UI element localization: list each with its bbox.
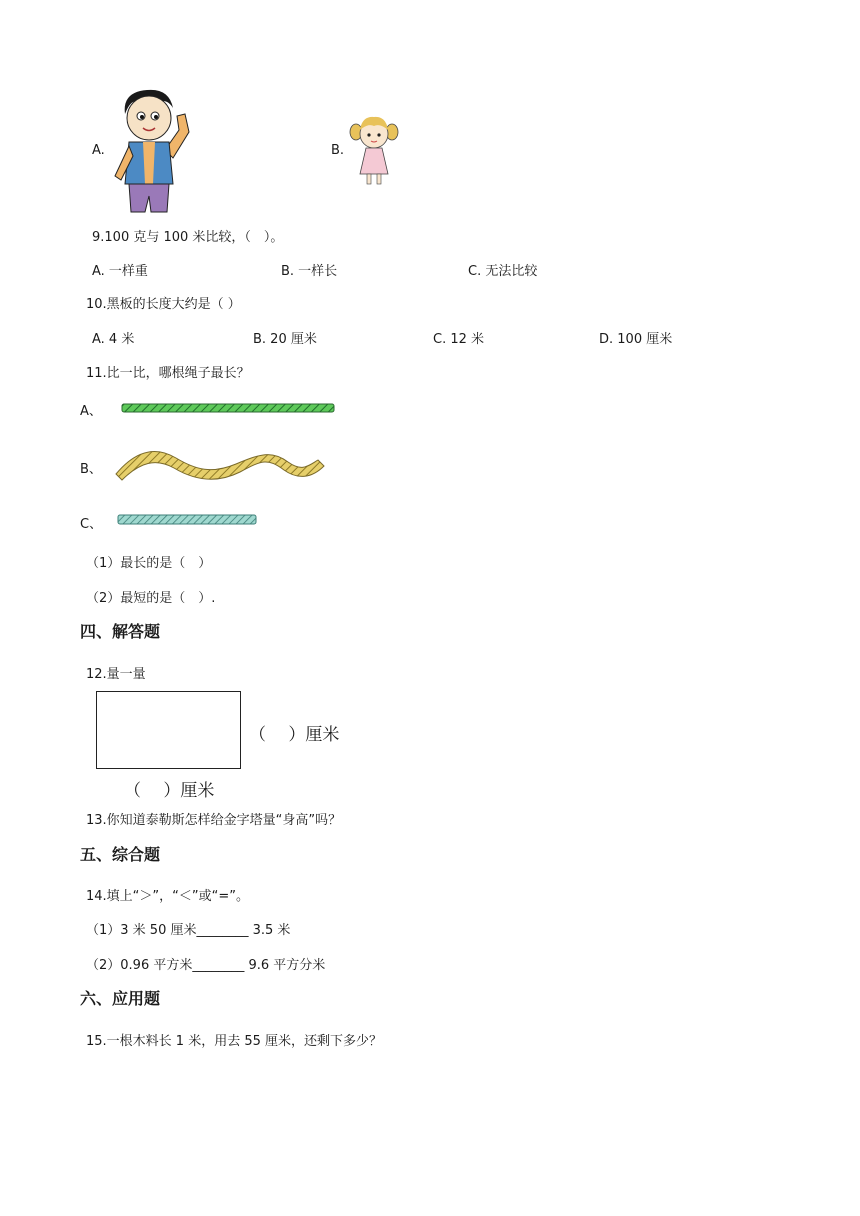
q10-question-text: 10.黑板的长度大约是（ ） [86,297,241,312]
rope-b-label: B、 [80,462,102,477]
section-title-4: 四、解答题 [80,622,161,641]
q11-sub-2: （2）最短的是（ ）. [86,591,216,606]
q10-option-d[interactable]: D. 100 厘米 [599,332,673,347]
rope-b-icon [112,440,338,492]
q9-option-c[interactable]: C. 无法比较 [468,264,538,279]
q12-right-label: （ ）厘米 [249,725,340,745]
q10-option-c[interactable]: C. 12 米 [433,332,485,347]
q9-question-text: 9.100 克与 100 米比较，（ ）。 [92,230,284,245]
q14-sub-2: （2）0.96 平方米________ 9.6 平方分米 [86,958,326,973]
q9-option-b[interactable]: B. 一样长 [281,264,338,279]
q15-question-text: 15.一根木料长 1 米，用去 55 厘米，还剩下多少？ [86,1034,383,1049]
q14-sub-1: （1）3 米 50 厘米________ 3.5 米 [86,923,291,938]
q11-question-text: 11.比一比，哪根绳子最长？ [86,366,250,381]
q11-sub-1: （1）最长的是（ ） [86,556,212,571]
q8-option-b-label: B. [331,143,345,158]
q14-question-text: 14.填上“＞”，“＜”或“=”。 [86,889,249,904]
q8-option-a-label: A. [92,143,105,158]
rope-a-icon [112,390,346,426]
section-title-6: 六、应用题 [80,989,161,1008]
measure-rectangle [96,691,241,769]
q10-option-a[interactable]: A. 4 米 [92,332,135,347]
q13-question-text: 13.你知道泰勒斯怎样给金字塔量“身高”吗？ [86,813,342,828]
q12-bottom-label: （ ）厘米 [124,781,215,801]
q12-question-text: 12.量一量 [86,667,146,682]
section-title-5: 五、综合题 [80,845,161,864]
rope-a-label: A、 [80,404,102,419]
boy-waving-icon [107,84,197,216]
rope-c-icon [112,506,262,534]
rope-c-label: C、 [80,517,103,532]
q9-option-a[interactable]: A. 一样重 [92,264,148,279]
girl-icon [348,110,400,188]
q10-option-b[interactable]: B. 20 厘米 [253,332,317,347]
